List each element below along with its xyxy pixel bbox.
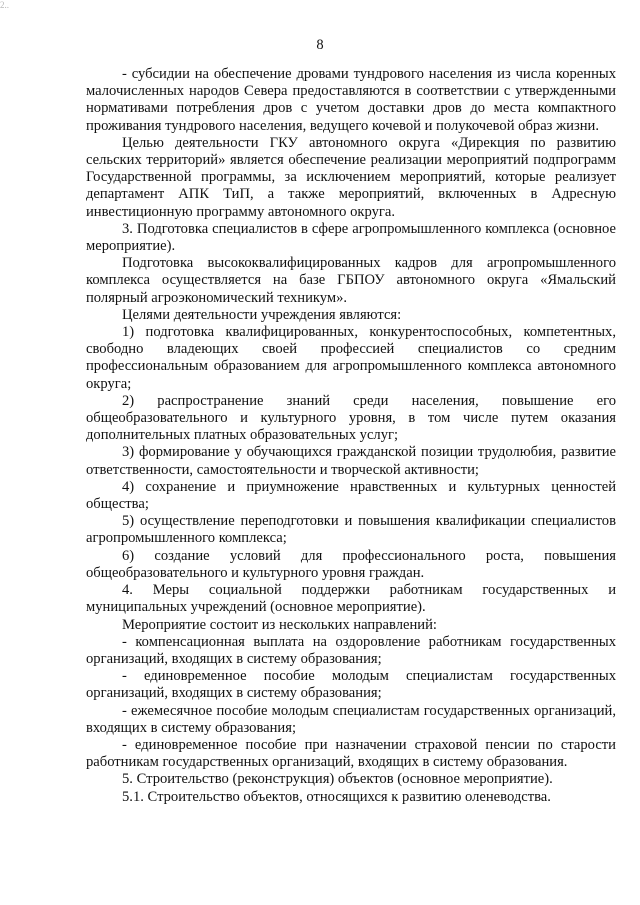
paragraph-firewood-subsidy: - субсидии на обеспечение дровами тундрового населения из числа коренных малочисленных народов Севера предоставляются в соответствии с утвержденными нормативами потребления дров с учетом доставки дров до места компактного проживания тундрового населения, ведущего кочевой и полукочевой образ жизни. [86, 66, 616, 134]
paragraph-section-5-heading: 5. Строительство (реконструкция) объектов (основное мероприятие). [122, 771, 553, 788]
list-item-direction-2: - единовременное пособие молодым специалистам государственных организаций, входящих в систему образования; [86, 668, 616, 702]
list-item-goal-5: 5) осуществление переподготовки и повышения квалификации специалистов агропромышленного комплекса; [86, 513, 616, 547]
list-item-goal-6: 6) создание условий для профессионального роста, повышения общеобразовательного и культурного уровня граждан. [86, 547, 616, 581]
list-item-goal-1: 1) подготовка квалифицированных, конкурентоспособных, компетентных, свободно владеющих своей профессией специалистов со средним профессиональным образованием для агропромышленного комплекса автономного округа; [86, 324, 616, 392]
paragraph-training-base: Подготовка высококвалифицированных кадров для агропромышленного комплекса осуществляется на базе ГБПОУ автономного округа «Ямальский полярный агроэкономический техникум». [86, 255, 616, 306]
list-item-goal-4: 4) сохранение и приумножение нравственных и культурных ценностей общества; [86, 478, 616, 513]
paragraph-section-5-1-heading: 5.1. Строительство объектов, относящихся к развитию оленеводства. [122, 788, 551, 805]
list-item-direction-3: - ежемесячное пособие молодым специалистам государственных организаций, входящих в систему образования; [86, 702, 616, 736]
list-item-direction-4: - единовременное пособие при назначении страховой пенсии по старости работникам государственных организаций, входящих в систему образования. [86, 736, 616, 771]
paragraph-goals-intro: Целями деятельности учреждения являются: [122, 306, 402, 323]
paragraph-section-3-heading: 3. Подготовка специалистов в сфере агропромышленного комплекса (основное мероприятие). [86, 220, 616, 255]
paragraph-directions-intro: Мероприятие состоит из нескольких направлений: [122, 616, 437, 633]
list-item-direction-1: - компенсационная выплата на оздоровление работникам государственных организаций, входящих в систему образования; [86, 633, 616, 667]
corner-scan-mark: 2.. [0, 0, 9, 10]
paragraph-section-4-heading: 4. Меры социальной поддержки работникам государственных и муниципальных учреждений (основное мероприятие). [86, 582, 616, 616]
list-item-goal-2: 2) распространение знаний среди населения, повышение его общеобразовательного и культурного уровня, в том числе путем оказания дополнительных платных образовательных услуг; [86, 392, 616, 444]
paragraph-directorate-goal: Целью деятельности ГКУ автономного округа «Дирекция по развитию сельских территорий» является обеспечение реализации мероприятий подпрограмм Государственной программы, за исключением мероприятий, которые реализует департамент АПК ТиП, а также мероприятий, включенных в Адресную инвестиционную программу автономного округа. [86, 134, 616, 220]
list-item-goal-3: 3) формирование у обучающихся гражданской позиции трудолюбия, развитие ответственности, самостоятельности и творческой активности; [86, 444, 616, 478]
document-body [86, 66, 616, 806]
page-number: 8 [316, 37, 324, 53]
